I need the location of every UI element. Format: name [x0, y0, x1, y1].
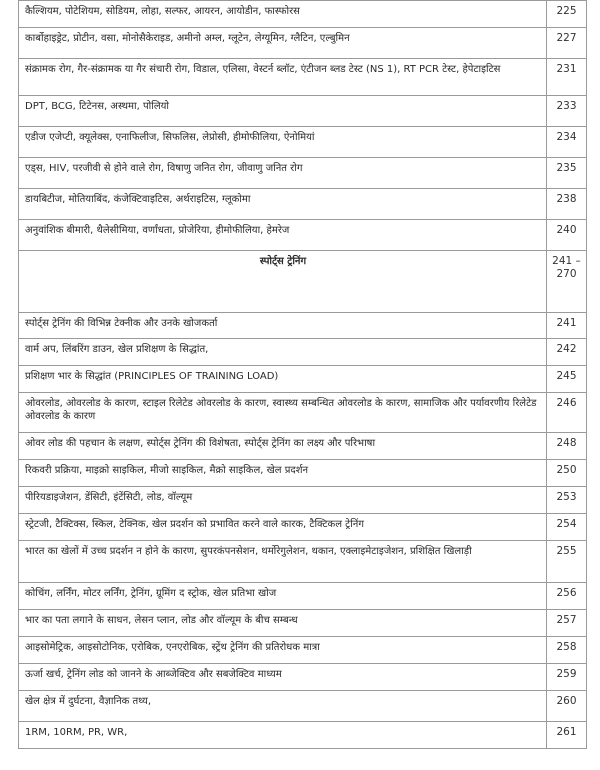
page-number: 233: [547, 96, 587, 127]
topic-cell: आइसोमेट्रिक, आइसोटोनिक, एरोबिक, एनएरोबिक, स्ट्रेंथ ट्रेनिंग की प्रतिरोधक मात्रा: [19, 637, 547, 664]
page-number: 258: [547, 637, 587, 664]
table-row: [19, 1, 587, 28]
topic-cell: डायबिटीज, मोतियाबिंद, कंजेक्टिवाइटिस, अर्थराइटिस, ग्लूकोमा: [19, 189, 547, 220]
topic-cell: कार्बोहाइड्रेट, प्रोटीन, वसा, मोनोसैकेराइड, अमीनो अम्ल, ग्लूटेन, लेग्यूमिन, ग्लैटिन, एल्बुमिन: [19, 28, 547, 59]
topic-cell: पीरियडाइजेशन, डेंसिटी, इंटेंसिटी, लोड, वॉल्यूम: [19, 487, 547, 514]
page-number: 253: [547, 487, 587, 514]
page-number: 260: [547, 691, 587, 722]
table-row: [19, 28, 587, 59]
page-number: 256: [547, 583, 587, 610]
topic-cell: कैल्शियम, पोटेशियम, सोडियम, लोहा, सल्फर, आयरन, आयोडीन, फास्फोरस: [19, 1, 547, 28]
topic-cell: एड्स, HIV, परजीवी से होने वाले रोग, विषाणु जनित रोग, जीवाणु जनित रोग: [19, 158, 547, 189]
topic-cell: एडीज एजेप्टी, क्यूलेक्स, एनाफिलीज, सिफलिस, लेप्रोसी, हीमोफीलिया, ऐनोमियां: [19, 127, 547, 158]
section-page-range: 241 – 270: [547, 251, 587, 313]
page-number: 240: [547, 220, 587, 251]
page-number: 255: [547, 541, 587, 583]
section-row: [19, 251, 587, 313]
topic-cell: भारत का खेलों में उच्च प्रदर्शन न होने के कारण, सुपरकंपनसेशन, थर्मोरेगुलेशन, थकान, एक्लाइमेटाइजेशन, प्रशिक्षित खिलाड़ी: [19, 541, 547, 583]
table-row: [19, 637, 587, 664]
table-row: [19, 158, 587, 189]
page-number: 241: [547, 313, 587, 339]
page-number: 248: [547, 433, 587, 460]
section-title: स्पोर्ट्स ट्रेनिंग: [19, 251, 547, 313]
topic-cell: ओवर लोड की पहचान के लक्षण, स्पोर्ट्स ट्रेनिंग की विशेषता, स्पोर्ट्स ट्रेनिंग का लक्ष्य और परिभाषा: [19, 433, 547, 460]
topic-cell: संक्रामक रोग, गैर-संक्रामक या गैर संचारी रोग, विडाल, एलिसा, वेस्टर्न ब्लॉट, एंटीजन ब्लड टेस्ट (NS 1), RT PCR टेस्ट, हेपेटाइटिस: [19, 59, 547, 96]
page-number: 234: [547, 127, 587, 158]
topic-cell: ओवरलोड, ओवरलोड के कारण, स्टाइल रिलेटेड ओवरलोड के कारण, स्वास्थ्य सम्बन्धित ओवरलोड के कारण, सामाजिक और पर्यावरणीय रिलेटेड ओवरलोड के कारण: [19, 393, 547, 433]
page-number: 235: [547, 158, 587, 189]
table-row: [19, 339, 587, 366]
topic-cell: अनुवांशिक बीमारी, थैलेसीमिया, वर्णांधता, प्रोजेरिया, हीमोफीलिया, हेमरेज: [19, 220, 547, 251]
topic-cell: खेल क्षेत्र में दुर्घटना, वैज्ञानिक तथ्य,: [19, 691, 547, 722]
table-row: [19, 127, 587, 158]
page-number: 225: [547, 1, 587, 28]
topic-cell: वार्म अप, लिंबरिंग डाउन, खेल प्रशिक्षण के सिद्धांत,: [19, 339, 547, 366]
page-number: 246: [547, 393, 587, 433]
table-row: [19, 189, 587, 220]
topic-cell: स्पोर्ट्स ट्रेनिंग की विभिन्न टेक्नीक और उनके खोजकर्ता: [19, 313, 547, 339]
page-number: 245: [547, 366, 587, 393]
table-row: [19, 393, 587, 433]
table-row: [19, 610, 587, 637]
page-number: 257: [547, 610, 587, 637]
table-row: [19, 460, 587, 487]
table-row: [19, 433, 587, 460]
topic-cell: स्ट्रेटजी, टैक्टिक्स, स्किल, टेक्निक, खेल प्रदर्शन को प्रभावित करने वाले कारक, टैक्टिकल ट्रेनिंग: [19, 514, 547, 541]
table-row: [19, 691, 587, 722]
table-row: [19, 96, 587, 127]
page-number: 254: [547, 514, 587, 541]
topic-cell: प्रशिक्षण भार के सिद्धांत (PRINCIPLES OF TRAINING LOAD): [19, 366, 547, 393]
table-row: [19, 541, 587, 583]
topic-cell: भार का पता लगाने के साधन, लेसन प्लान, लोड और वॉल्यूम के बीच सम्बन्ध: [19, 610, 547, 637]
page-number: 231: [547, 59, 587, 96]
topic-cell: 1RM, 10RM, PR, WR,: [19, 722, 547, 749]
page-number: 242: [547, 339, 587, 366]
table-row: [19, 583, 587, 610]
table-row: [19, 220, 587, 251]
page-number: 250: [547, 460, 587, 487]
table-row: [19, 664, 587, 691]
topic-cell: रिकवरी प्रक्रिया, माइक्रो साइकिल, मीजो साइकिल, मैक्रो साइकिल, खेल प्रदर्शन: [19, 460, 547, 487]
contents-table: [18, 0, 587, 749]
page-number: 259: [547, 664, 587, 691]
topic-cell: कोचिंग, लर्निंग, मोटर लर्निंग, ट्रेनिंग, ग्रूमिंग द स्ट्रोक, खेल प्रतिभा खोज: [19, 583, 547, 610]
page-number: 261: [547, 722, 587, 749]
table-row: [19, 514, 587, 541]
table-row: [19, 313, 587, 339]
page-number: 238: [547, 189, 587, 220]
table-row: [19, 59, 587, 96]
table-row: [19, 487, 587, 514]
table-row: [19, 366, 587, 393]
topic-cell: DPT, BCG, टिटेनस, अस्थमा, पोलियो: [19, 96, 547, 127]
page-number: 227: [547, 28, 587, 59]
table-row: [19, 722, 587, 749]
topic-cell: ऊर्जा खर्च, ट्रेनिंग लोड को जानने के आब्जेक्टिव और सबजेक्टिव माध्यम: [19, 664, 547, 691]
